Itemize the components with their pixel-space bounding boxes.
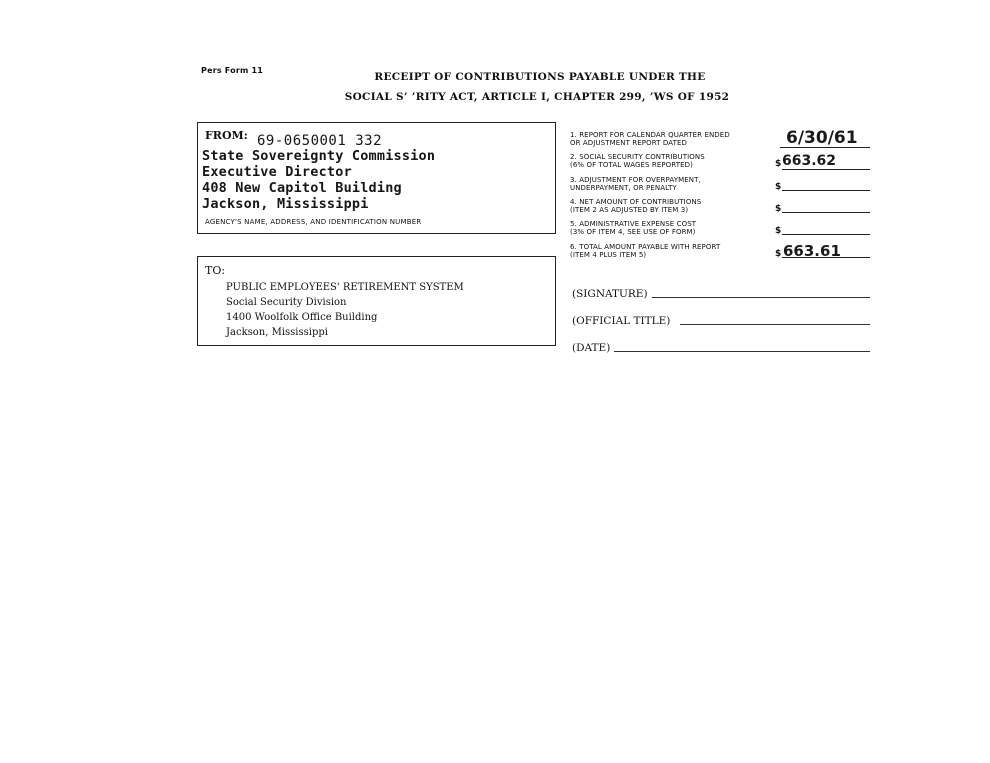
agency-caption: AGENCY'S NAME, ADDRESS, AND IDENTIFICATION NUMBER	[205, 218, 422, 226]
date-label: (DATE)	[572, 342, 611, 354]
date-line[interactable]	[614, 351, 870, 352]
agency-officer: Executive Director	[202, 164, 352, 180]
item-2-dollar-sign: $	[775, 159, 782, 169]
item-1-value: 6/30/61	[786, 128, 858, 148]
item-1-label: 1. REPORT FOR CALENDAR QUARTER ENDED OR ADJUSTMENT REPORT DATED	[570, 131, 730, 147]
item-5-label: 5. ADMINISTRATIVE EXPENSE COST (3% OF ITEM 4, SEE USE OF FORM)	[570, 220, 697, 236]
item-2-rule	[782, 169, 870, 170]
signature-label: (SIGNATURE)	[572, 288, 648, 300]
item-6-value: 663.61	[783, 242, 841, 260]
official-title-line[interactable]	[680, 324, 870, 325]
official-title-label: (OFFICIAL TITLE)	[572, 315, 671, 327]
form-title-line-2: SOCIAL S’ ’RITY ACT, ARTICLE I, CHAPTER 299, ’WS OF 1952	[344, 91, 730, 103]
item-2-label: 2. SOCIAL SECURITY CONTRIBUTIONS (6% OF TOTAL WAGES REPORTED)	[570, 153, 705, 169]
item-3-label: 3. ADJUSTMENT FOR OVERPAYMENT, UNDERPAYMENT, OR PENALTY	[570, 176, 701, 192]
item-3-dollar-sign: $	[775, 182, 782, 192]
form-title-line-1: RECEIPT OF CONTRIBUTIONS PAYABLE UNDER THE	[374, 71, 706, 83]
item-4-dollar-sign: $	[775, 204, 782, 214]
to-line-1: PUBLIC EMPLOYEES' RETIREMENT SYSTEM	[226, 282, 464, 293]
to-line-4: Jackson, Mississippi	[226, 327, 328, 338]
item-6-label: 6. TOTAL AMOUNT PAYABLE WITH REPORT (ITEM 4 PLUS ITEM 5)	[570, 243, 721, 259]
agency-id-number: 69-0650001 332	[257, 133, 383, 149]
from-label: FROM:	[205, 129, 248, 142]
item-1-rule	[780, 147, 870, 148]
agency-city: Jackson, Mississippi	[202, 196, 369, 212]
item-3-rule	[782, 190, 870, 191]
to-label: TO:	[205, 264, 226, 277]
signature-line[interactable]	[652, 297, 870, 298]
to-line-3: 1400 Woolfolk Office Building	[226, 312, 378, 323]
form-number: Pers Form 11	[201, 66, 264, 75]
item-4-rule	[782, 212, 870, 213]
item-5-rule	[782, 234, 870, 235]
item-5-dollar-sign: $	[775, 226, 782, 236]
item-6-dollar-sign: $	[775, 249, 782, 259]
item-2-value: 663.62	[782, 153, 837, 169]
item-4-label: 4. NET AMOUNT OF CONTRIBUTIONS (ITEM 2 AS ADJUSTED BY ITEM 3)	[570, 198, 702, 214]
item-6-rule	[782, 257, 870, 258]
to-line-2: Social Security Division	[226, 297, 347, 308]
agency-name: State Sovereignty Commission	[202, 148, 436, 164]
agency-address: 408 New Capitol Building	[202, 180, 402, 196]
